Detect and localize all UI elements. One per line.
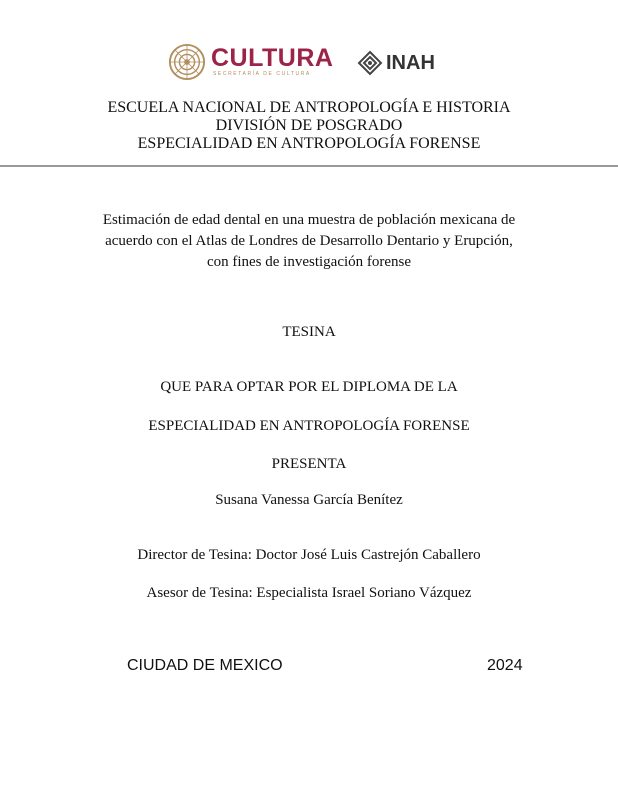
presenta-label: PRESENTA: [271, 456, 347, 472]
header-logos: [0, 42, 618, 86]
title-line: Estimación de edad dental en una muestra de población mexicana de: [102, 212, 516, 228]
author-name: Susana Vanessa García Benítez: [215, 492, 403, 508]
cultura-subtitle: SECRETARÍA DE CULTURA: [213, 71, 311, 77]
inah-wordmark: INAH: [386, 52, 435, 74]
purpose-line-2: ESPECIALIDAD EN ANTROPOLOGÍA FORENSE: [148, 418, 470, 434]
institution-line: DIVISIÓN DE POSGRADO: [215, 117, 403, 134]
institution-line: ESCUELA NACIONAL DE ANTROPOLOGÍA E HISTORIA: [107, 99, 511, 116]
document-type: TESINA: [282, 324, 336, 340]
purpose-line-1: QUE PARA OPTAR POR EL DIPLOMA DE LA: [160, 379, 458, 395]
director-line: Director de Tesina: Doctor José Luis Castrejón Caballero: [137, 547, 481, 563]
institution-heading: [0, 99, 618, 153]
year-label: 2024: [487, 657, 523, 674]
header-divider: [0, 165, 618, 167]
title-line: acuerdo con el Atlas de Londres de Desarrollo Dentario y Erupción,: [105, 233, 513, 249]
institution-line: ESPECIALIDAD EN ANTROPOLOGÍA FORENSE: [137, 135, 481, 152]
place-label: CIUDAD DE MEXICO: [127, 657, 283, 674]
thesis-title: [0, 210, 618, 273]
cultura-seal-icon: [168, 43, 206, 81]
cultura-wordmark: CULTURA: [211, 44, 334, 72]
inah-emblem-icon: [357, 50, 383, 76]
asesor-line: Asesor de Tesina: Especialista Israel Soriano Vázquez: [146, 585, 472, 601]
title-line: con fines de investigación forense: [206, 254, 412, 270]
